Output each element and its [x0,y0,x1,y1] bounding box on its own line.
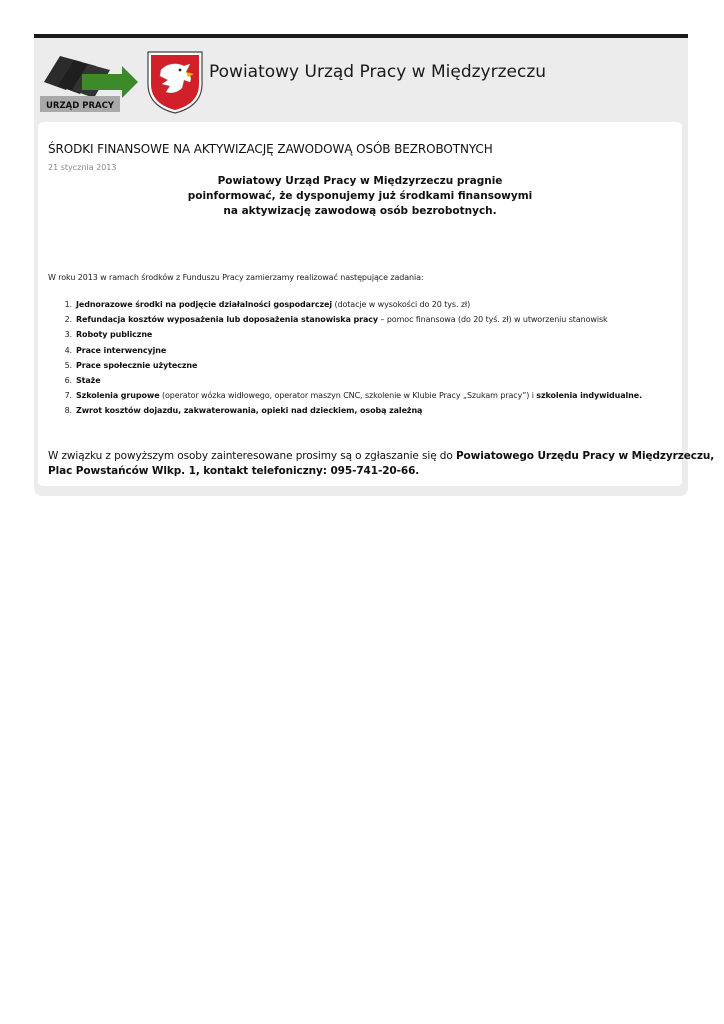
task-name: Staże [76,375,101,385]
list-item [48,327,642,342]
task-name: Jednorazowe środki na podjęcie działalności gospodarczej [76,300,332,309]
list-number: 3. [64,330,72,340]
article-title[interactable]: ŚRODKI FINANSOWE NA AKTYWIZACJĘ ZAWODOWĄ OSÓB BEZROBOTNYCH [48,142,493,156]
list-number: 1. [64,300,72,309]
list-number: 2. [64,315,72,325]
eagle-crest-icon [146,50,204,114]
list-item [48,312,642,327]
task-name: Roboty publiczne [76,330,153,340]
article-date: 21 stycznia 2013 [48,163,117,172]
list-item [48,358,642,373]
lead-line: poinformować, że dysponujemy już środkami finansowymi [187,190,533,202]
lead-line: na aktywizację zawodową osób bezrobotnych. [223,205,497,217]
lead-line: Powiatowy Urząd Pracy w Międzyrzeczu pragnie [217,175,503,187]
contact-paragraph [48,449,714,479]
list-number: 4. [64,345,72,355]
article-lead [38,174,682,219]
task-name-extra: szkolenia indywidualne. [536,391,643,401]
task-detail: (operator wózka widłowego, operator maszyn CNC, szkolenie w Klubie Pracy „Szukam pracy”) i [159,391,537,401]
task-name: Zwrot kosztów dojazdu, zakwaterowania, opieki nad dzieckiem, osobą zależną [76,406,423,416]
contact-office: Powiatowego Urzędu Pracy w Międzyrzeczu, [455,450,715,462]
task-name: Szkolenia grupowe [76,391,160,401]
task-name: Prace interwencyjne [76,345,167,355]
task-name: Refundacja kosztów wyposażenia lub doposażenia stanowiska pracy [76,315,379,325]
article-panel [38,122,715,486]
list-number: 5. [64,360,72,370]
page-frame [34,34,715,496]
task-detail: – pomoc finansowa (do 20 tyś. zł) w utworzeniu stanowisk [378,315,608,325]
contact-address-phone: Plac Powstańców Wlkp. 1, kontakt telefoniczny: 095-741-20-66. [48,465,420,477]
list-item [48,343,642,358]
list-number: 6. [64,375,72,385]
list-item [48,388,642,403]
site-header [34,38,688,118]
list-item [48,403,642,418]
site-title[interactable]: Powiatowy Urząd Pracy w Międzyrzeczu [209,62,547,82]
article-intro: W roku 2013 w ramach środków z Funduszu Pracy zamierzamy realizować następujące zadania: [48,273,424,282]
task-list [48,297,642,419]
contact-text: W związku z powyższym osoby zainteresowane prosimy są o zgłaszanie się do [48,450,456,462]
list-item [48,373,642,388]
list-number: 7. [64,391,72,401]
list-item [48,297,642,312]
logo-text: URZĄD PRACY [46,101,114,111]
task-name: Prace społecznie użyteczne [76,360,198,370]
task-detail: (dotacje w wysokości do 20 tys. zł) [332,300,471,309]
list-number: 8. [64,406,72,416]
urzad-pracy-logo-icon[interactable] [38,52,142,114]
